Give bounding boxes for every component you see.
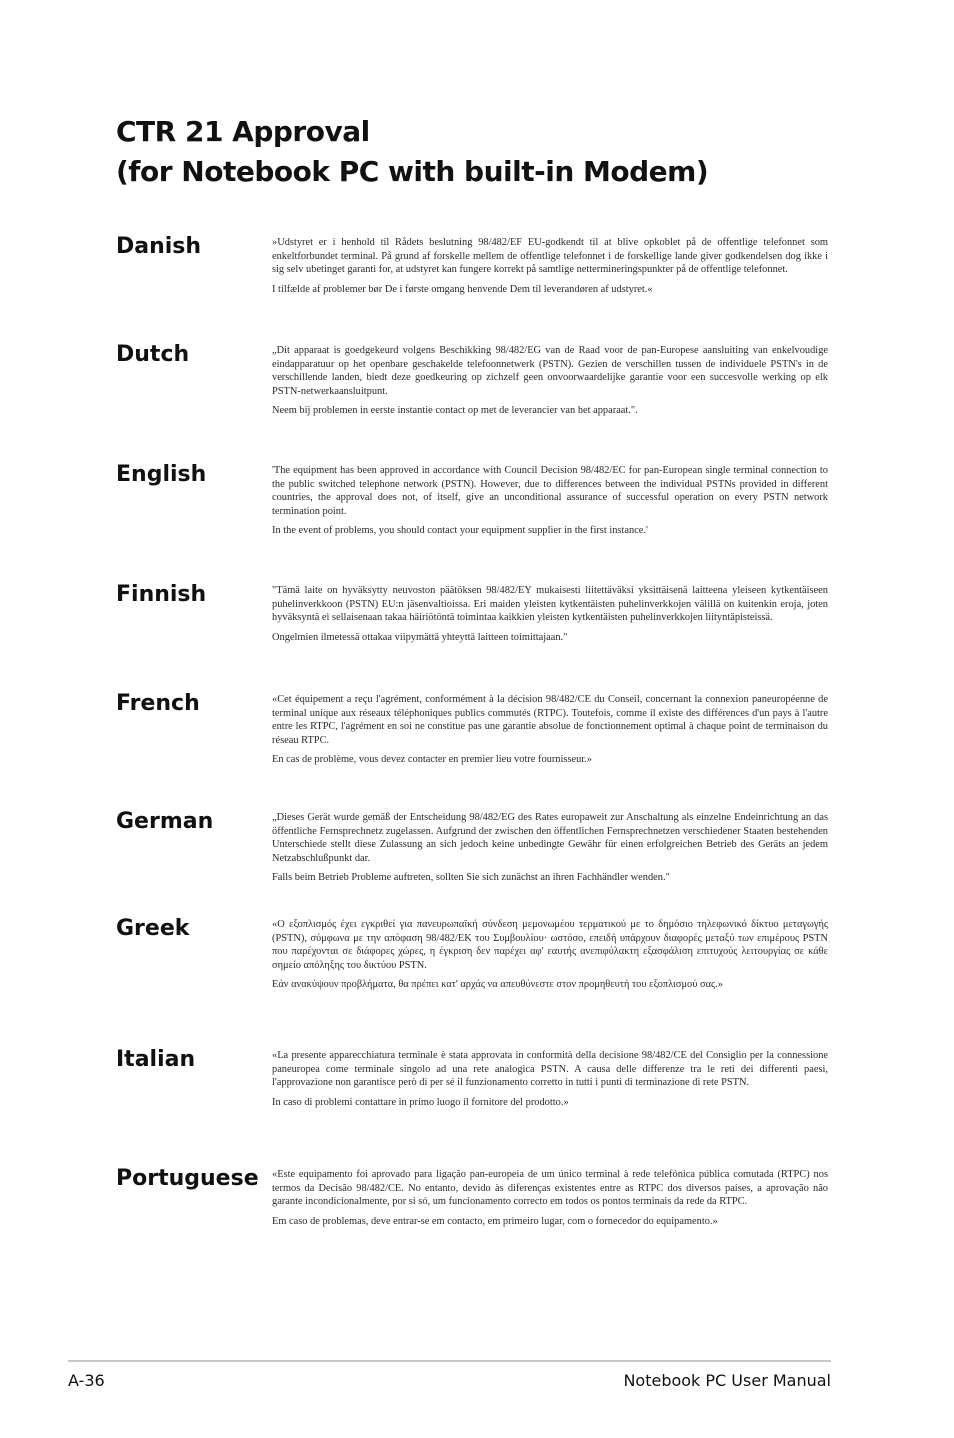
approval-paragraph: «Ο εξοπλισμός έχει εγκριθεί για πανευρωπαϊκή σύνδεση μεμονωμέου τερματικού με το δημόσιο τηλεφωνικό δίκτυο μεταγωγής (PSTN), σύμφωνα με την απόφαση 98/482/ΕΚ του Συμβουλίου· ωστόσο, επειδή υπάρχουν διαφορές μεταξύ των επιμέρους PSTN που παρέχονται σε διάφορες χώρες, η έγκριση δεν παρέχει αφ' εαυτής ανεπιφύλακτη εξασφάλιση επιτυχούς λειτουργίας σε κάθε σημείο απόληξης του δικτύου PSTN. <box>272 919 828 971</box>
language-heading: Danish <box>116 234 202 259</box>
approval-paragraph: «La presente apparecchiatura terminale è stata approvata in conformità della decisione 98/482/CE del Consiglio per la connessione paneuropea come terminale singolo ad una rete analogica PSTN. A causa delle differenze tra le reti dei differenti paesi, l'approvazione non garantisce però di per sé il funzionamento corretto in tutti i punti di terminazione di rete PSTN. <box>272 1050 828 1089</box>
approval-paragraph: »Udstyret er i henhold til Rådets beslutning 98/482/EF EU-godkendt til at blive opkoblet på de offentlige telefonnet som enkeltforbundet terminal. På grund af forskelle mellem de offentlige telefonnet i de forskellige lande giver godkendelsen dog ikke i sig selv ubetinget garanti for, at udstyret kan fungere korrekt på samtlige nettermineringspunkter på de offentlige telefonnet. <box>272 237 828 276</box>
language-heading: French <box>116 691 200 716</box>
approval-text <box>272 1049 828 1109</box>
approval-paragraph: „Dieses Gerät wurde gemäß der Entscheidung 98/482/EG des Rates europaweit zur Anschaltung als einzelne Endeinrichtung an das öffentliche Fernsprechnetz zugelassen. Aufgrund der zwischen den öffentlichen Fernsprechnetzen verschiedener Staaten bestehenden Unterschiede stellt diese Zulassung an sich jedoch keine unbedingte Gewähr für einen erfolgreichen Betrieb des Geräts an jedem Netzabschlußpunkt dar. <box>272 812 828 864</box>
approval-text <box>272 464 828 538</box>
language-heading: Dutch <box>116 342 190 367</box>
contact-paragraph: En cas de problème, vous devez contacter en premier lieu votre fournisseur.» <box>272 754 592 766</box>
contact-paragraph: Neem bij problemen in eerste instantie contact op met de leverancier van het apparaat.". <box>272 405 638 417</box>
approval-text <box>272 811 828 885</box>
contact-paragraph: Ongelmien ilmetessä ottakaa viipymättä yhteyttä laitteen toimittajaan." <box>272 631 568 643</box>
approval-paragraph: 'The equipment has been approved in accordance with Council Decision 98/482/EC for pan-European single terminal connection to the public switched telephone network (PSTN). However, due to differences between the individual PSTNs provided in different countries, the approval does not, of itself, give an unconditional assurance of successful operation on every PSTN network termination point. <box>272 465 828 517</box>
language-heading: English <box>116 462 207 487</box>
approval-paragraph: „Dit apparaat is goedgekeurd volgens Beschikking 98/482/EG van de Raad voor de pan-Europese aansluiting van enkelvoudige eindapparatuur op het openbare geschakelde telefoonnetwerk (PSTN). Gezien de verschillen tussen de individuele PSTN's in de verschillende landen, biedt deze goedkeuring op zichzelf geen onvoorwaardelijke garantie voor een succesvolle werking op elk PSTN-netwerkaansluitpunt. <box>272 345 828 397</box>
language-heading: Portuguese <box>116 1166 259 1191</box>
approval-paragraph: «Este equipamento foi aprovado para ligação pan-europeia de um único terminal à rede telefónica pública comutada (RTPC) nos termos da Decisão 98/482/CE. No entanto, devido às diferenças existentes entre as RTPC dos diversos países, a aprovação não garante incondicionalmente, por si só, um funcionamento correcto em todos os pontos terminais da rede da RTPC. <box>272 1169 828 1208</box>
contact-paragraph: In caso di problemi contattare in primo luogo il fornitore del prodotto.» <box>272 1096 569 1108</box>
page-title <box>116 112 708 192</box>
language-heading: Greek <box>116 916 190 941</box>
contact-paragraph: Em caso de problemas, deve entrar-se em contacto, em primeiro lugar, com o fornecedor do equipamento.» <box>272 1215 718 1227</box>
language-heading: Italian <box>116 1047 196 1072</box>
approval-text <box>272 584 828 644</box>
approval-text <box>272 344 828 418</box>
approval-text <box>272 1168 828 1228</box>
title-line-2: (for Notebook PC with built-in Modem) <box>116 155 709 188</box>
language-heading: German <box>116 809 214 834</box>
approval-text <box>272 918 828 992</box>
page-number: A-36 <box>68 1371 105 1390</box>
footer-divider <box>68 1360 831 1362</box>
contact-paragraph: In the event of problems, you should contact your equipment supplier in the first instance.' <box>272 525 648 537</box>
approval-paragraph: "Tämä laite on hyväksytty neuvoston päätöksen 98/482/EY mukaisesti liitettäväksi yksittäisenä laitteena yleiseen kytkentäiseen puhelinverkkoon (PSTN) EU:n jäsenvaltioissa. Eri maiden yleisten kytkentäisten puhelinverkkojen välillä on kuitenkin eroja, joten hyväksyntä ei sellaisenaan takaa häiriötöntä toimintaa kaikkien yleisten kytkentäisten puhelinverkkojen liityntäpisteissä. <box>272 585 828 624</box>
contact-paragraph: Falls beim Betrieb Probleme auftreten, sollten Sie sich zunächst an ihren Fachhändler wenden." <box>272 872 670 884</box>
approval-text <box>272 693 828 767</box>
approval-paragraph: «Cet équipement a reçu l'agrément, conformément à la décision 98/482/CE du Conseil, concernant la connexion paneuropéenne de terminal unique aux réseaux téléphoniques publics commutés (RTPC). Toutefois, comme il existe des différences d'un pays à l'autre entre les RTPC, l'agrément en soi ne constitue pas une garantie absolue de fonctionnement optimal à chaque point de terminaison du réseau RTPC. <box>272 694 828 746</box>
manual-title: Notebook PC User Manual <box>623 1371 831 1390</box>
language-heading: Finnish <box>116 582 207 607</box>
title-line-1: CTR 21 Approval <box>116 115 370 148</box>
approval-text <box>272 236 828 296</box>
contact-paragraph: Εάν ανακύψουν προβλήματα, θα πρέπει κατ' αρχάς να απευθύνεστε στον προμηθευτή του εξοπλισμού σας.» <box>272 979 723 991</box>
contact-paragraph: I tilfælde af problemer bør De i første omgang henvende Dem til leverandøren af udstyret.« <box>272 283 653 295</box>
